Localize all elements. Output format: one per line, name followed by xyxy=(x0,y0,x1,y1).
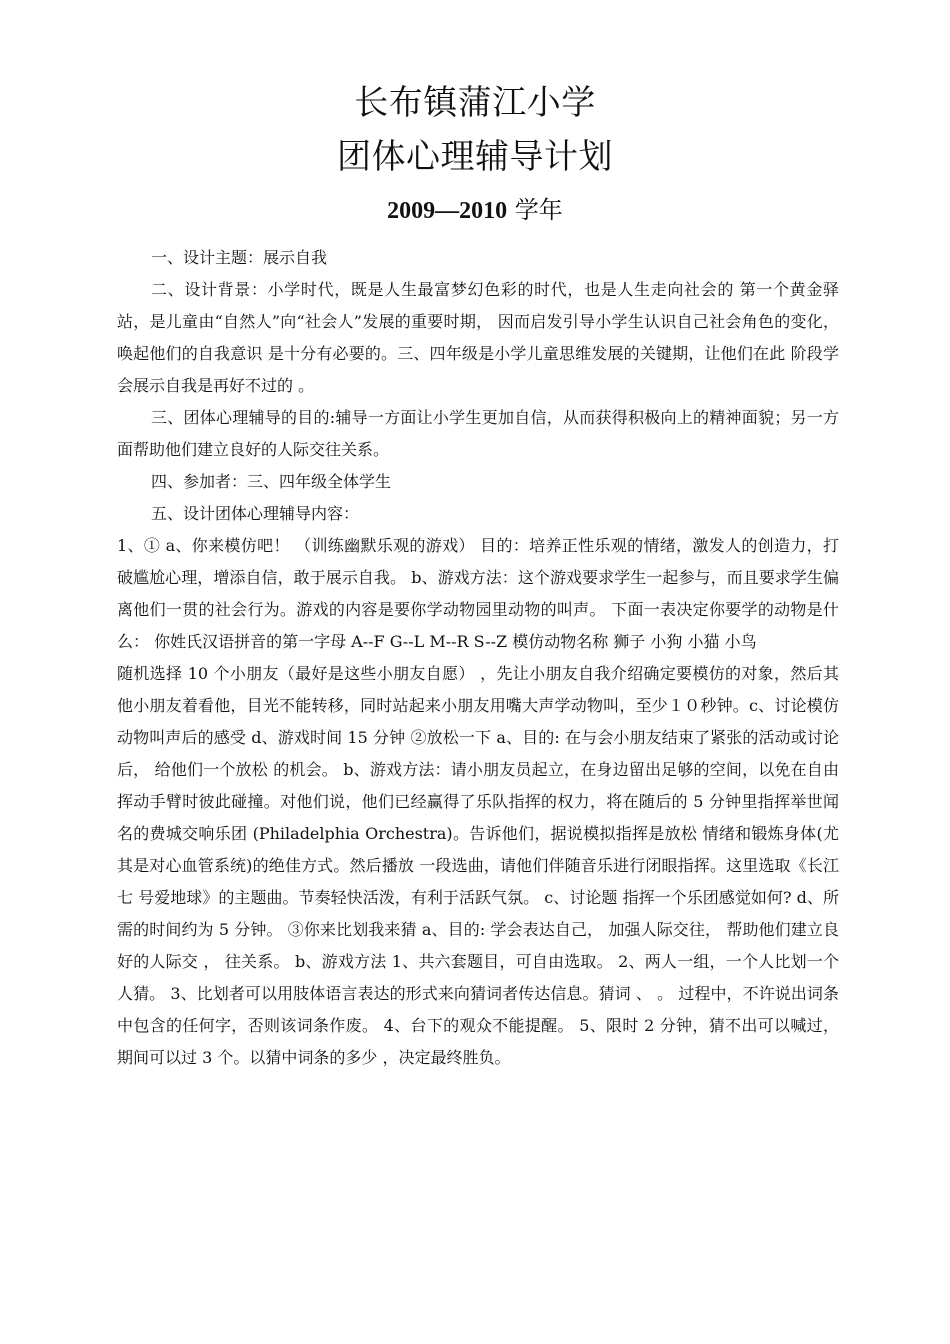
paragraph-content-heading: 五、设计团体心理辅导内容： xyxy=(151,504,360,523)
paragraph-guidance-purpose: 三、团体心理辅导的目的:辅导一方面让小学生更加自信，从而获得积极向上的精神面貌；另一方面帮助他们建立良好的人际交往关系。 xyxy=(117,408,839,459)
school-name-title: 长布镇蒲江小学 xyxy=(354,83,596,123)
paragraph-design-background: 二、设计背景：小学时代，既是人生最富梦幻色彩的时代，也是人生走向社会的 第一个黄金驿站，是儿童由“自然人”向“社会人”发展的重要时期， 因而启发引导小学生认识自己社会角色的变化， 唤起他们的自我意识 是十分有必要的。三、四年级是小学儿童思维发展的关键期，让他们在此 阶段学会展示自我是再好不过的 。 xyxy=(117,280,839,395)
plan-title: 团体心理辅导计划 xyxy=(337,137,613,177)
paragraph-game-details: 随机选择 10 个小朋友（最好是这些小朋友自愿） ，先让小朋友自我介绍确定要模仿的对象，然后其他小朋友着看他，目光不能转移，同时站起来小朋友用嘴大声学动物叫，至少１０秒钟。c、讨论模仿动物叫声后的感受 d、游戏时间 15 分钟 ②放松一下 a、目的: 在与会小朋友结束了紧张的活动或讨论后， 给他们一个放松 的机会。 b、游戏方法：请小朋友员起立，在身边留出足够的空间，以免在自由挥动手臂时彼此碰撞。对他们说，他们已经赢得了乐队指挥的权力，将在随后的 5 分钟里指挥举世闻名的费城交响乐团 (Philadelphia Orchestra)。告诉他们，据说模拟指挥是放松 情绪和锻炼身体(尤其是对心血管系统)的绝佳方式。然后播放 一段选曲，请他们伴随音乐进行闭眼指挥。这里选取《长江七 号爱地球》的主题曲。节奏轻快活泼，有利于活跃气氛。 c、讨论题 指挥一个乐团感觉如何? d、所需的时间约为 5 分钟。 ③你来比划我来猜 a、目的: 学会表达自己， 加强人际交往， 帮助他们建立良好的人际交 ， 往关系。 b、游戏方法 1、共六套题目，可自由选取。 2、两人一组，一个人比划一个人猜。 3、比划者可以用肢体语言表达的形式来向猜词者传达信息。猜词 、 。 过程中，不许说出词条中包含的任何字，否则该词条作废。 4、台下的观众不能提醒。 5、限时 2 分钟，猜不出可以喊过，期间可以过 3 个。以猜中词条的多少 ，决定最终胜负。 xyxy=(117,664,839,1067)
document-body xyxy=(117,242,839,1074)
school-year-suffix: 学年 xyxy=(507,196,563,224)
paragraph-participants: 四、参加者：三、四年级全体学生 xyxy=(151,472,392,491)
school-year-range: 2009—2010 xyxy=(387,198,508,224)
school-year-subtitle xyxy=(0,193,950,228)
title-block xyxy=(0,76,950,184)
paragraph-design-theme: 一、设计主题：展示自我 xyxy=(151,248,328,267)
paragraph-game-one: 1、① a、你来模仿吧！ （训练幽默乐观的游戏） 目的：培养正性乐观的情绪，激发人的创造力，打破尴尬心理，增添自信，敢于展示自我。 b、游戏方法：这个游戏要求学生一起参与，而且要求学生偏离他们一贯的社会行为。游戏的内容是要你学动物园里动物的叫声。 下面一表决定你要学的动物是什么： 你姓氏汉语拼音的第一字母 A--F G--L M--R S--Z 模仿动物名称 狮子 小狗 小猫 小鸟 xyxy=(117,536,839,651)
